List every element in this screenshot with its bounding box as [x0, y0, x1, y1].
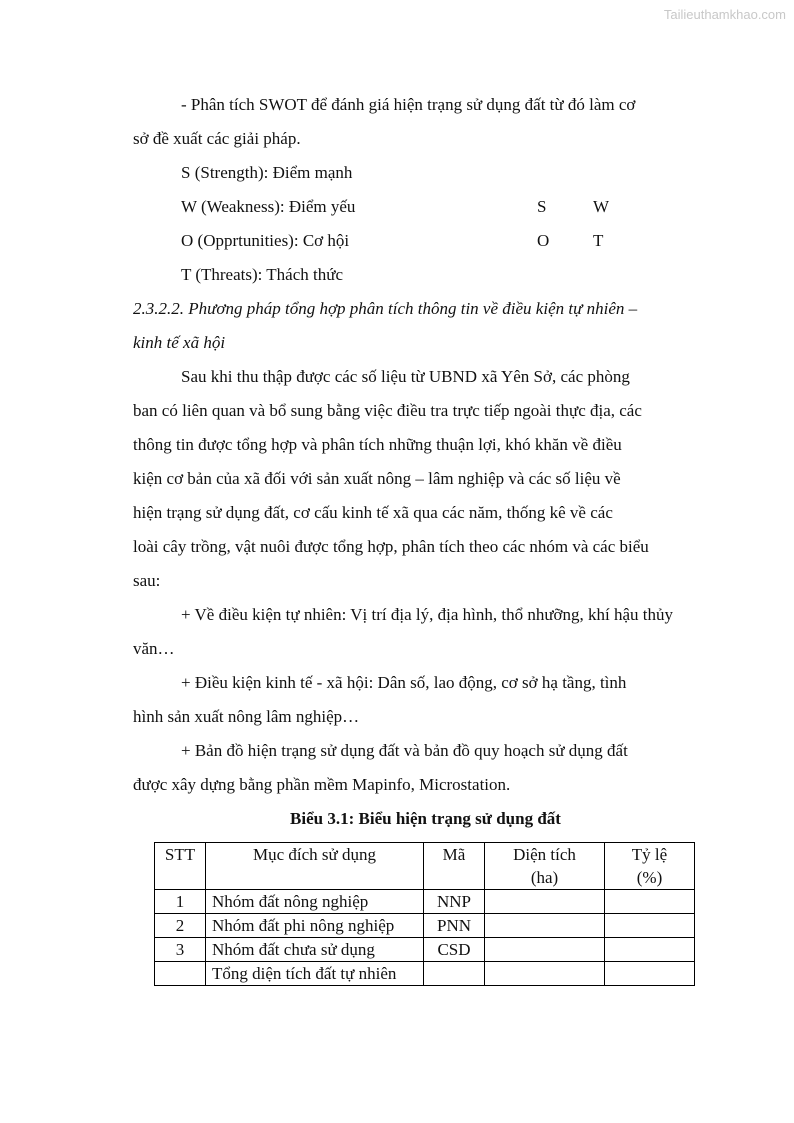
body-line: thông tin được tổng hợp và phân tích những thuận lợi, khó khăn về điều	[133, 435, 622, 454]
header-code: Mã	[424, 843, 485, 890]
header-ratio	[605, 843, 695, 890]
intro-line-1: - Phân tích SWOT để đánh giá hiện trạng sử dụng đất từ đó làm cơ	[181, 95, 636, 114]
table-row	[155, 914, 695, 938]
header-area-unit: (ha)	[530, 868, 559, 887]
body-paragraph	[133, 360, 718, 598]
section-heading-line-1: 2.3.2.2. Phương pháp tổng hợp phân tích thông tin về điều kiện tự nhiên –	[133, 299, 638, 318]
cell-area	[485, 938, 605, 962]
swot-opportunities-row	[133, 224, 718, 258]
header-purpose: Mục đích sử dụng	[206, 843, 424, 890]
table-caption: Biểu 3.1: Biểu hiện trạng sử dụng đất	[290, 809, 561, 828]
table-row-total	[155, 962, 695, 986]
table-row	[155, 890, 695, 914]
body-line: loài cây trồng, vật nuôi được tổng hợp, phân tích theo các nhóm và các biểu	[133, 537, 649, 556]
swot-weakness: W (Weakness): Điểm yếu	[181, 197, 356, 216]
cell-code: CSD	[424, 938, 485, 962]
cell-purpose: Nhóm đất chưa sử dụng	[206, 938, 424, 962]
cell-code: PNN	[424, 914, 485, 938]
section-heading	[133, 292, 718, 360]
cell-purpose: Nhóm đất phi nông nghiệp	[206, 914, 424, 938]
cell-stt: 2	[155, 914, 206, 938]
body-line: kiện cơ bản của xã đối với sản xuất nông – lâm nghiệp và các số liệu về	[133, 469, 621, 488]
body-line: Sau khi thu thập được các số liệu từ UBND xã Yên Sở, các phòng	[181, 367, 630, 386]
header-area-label: Diện tích	[513, 845, 576, 864]
cell-stt: 1	[155, 890, 206, 914]
bullet-maps	[133, 734, 718, 802]
cell-stt	[155, 962, 206, 986]
bullet-natural-conditions	[133, 598, 718, 666]
body-line: hiện trạng sử dụng đất, cơ cấu kinh tế xã qua các năm, thống kê về các	[133, 503, 613, 522]
body-line: ban có liên quan và bổ sung bằng việc điều tra trực tiếp ngoài thực địa, các	[133, 401, 642, 420]
bullet-socio-economic	[133, 666, 718, 734]
cell-area	[485, 890, 605, 914]
table-header-row	[155, 843, 695, 890]
bullet-line: được xây dựng bằng phần mềm Mapinfo, Microstation.	[133, 775, 511, 794]
section-heading-line-2: kinh tế xã hội	[133, 333, 226, 352]
cell-area	[485, 962, 605, 986]
swot-grid-w: W	[593, 197, 610, 216]
header-ratio-unit: (%)	[636, 868, 663, 887]
cell-ratio	[605, 890, 695, 914]
cell-purpose: Nhóm đất nông nghiệp	[206, 890, 424, 914]
bullet-line: + Về điều kiện tự nhiên: Vị trí địa lý, địa hình, thổ nhưỡng, khí hậu thủy	[181, 605, 674, 624]
body-line: sau:	[133, 571, 161, 590]
header-area	[485, 843, 605, 890]
header-ratio-label: Tỷ lệ	[631, 845, 668, 864]
cell-ratio	[605, 962, 695, 986]
header-stt: STT	[155, 843, 206, 890]
cell-stt: 3	[155, 938, 206, 962]
land-use-table	[154, 842, 695, 986]
cell-code: NNP	[424, 890, 485, 914]
swot-grid-o: O	[537, 231, 550, 250]
watermark: Tailieuthamkhao.com	[663, 7, 786, 22]
intro-line-2: sở đề xuất các giải pháp.	[133, 129, 301, 148]
bullet-line: + Điều kiện kinh tế - xã hội: Dân số, lao động, cơ sở hạ tầng, tình	[181, 673, 627, 692]
intro-paragraph	[133, 88, 718, 156]
table-row	[155, 938, 695, 962]
cell-code	[424, 962, 485, 986]
bullet-line: văn…	[133, 639, 175, 658]
cell-purpose: Tổng diện tích đất tự nhiên	[206, 962, 424, 986]
swot-grid-t: T	[593, 231, 604, 250]
swot-weakness-row	[133, 190, 718, 224]
swot-grid-s: S	[537, 197, 547, 216]
cell-area	[485, 914, 605, 938]
bullet-line: hình sản xuất nông lâm nghiệp…	[133, 707, 360, 726]
cell-ratio	[605, 914, 695, 938]
swot-threats: T (Threats): Thách thức	[181, 265, 343, 284]
document-page	[133, 88, 718, 986]
swot-opportunities: O (Opprtunities): Cơ hội	[181, 231, 350, 250]
swot-strength: S (Strength): Điểm mạnh	[181, 163, 353, 182]
cell-ratio	[605, 938, 695, 962]
bullet-line: + Bản đồ hiện trạng sử dụng đất và bản đồ quy hoạch sử dụng đất	[181, 741, 628, 760]
